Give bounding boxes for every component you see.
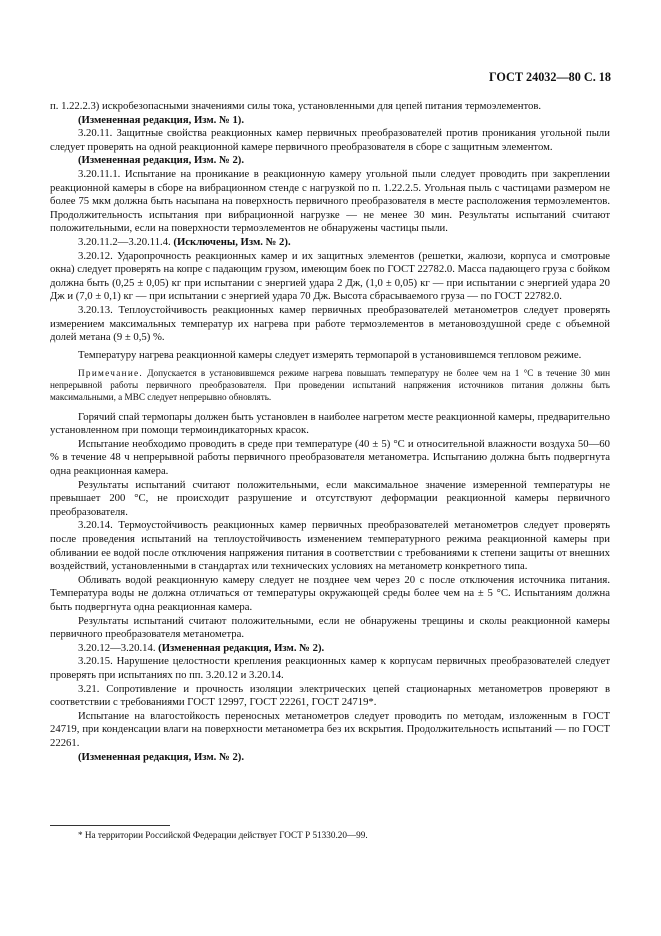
note-text: Допускается в установившемся режиме нагрева повышать температуру не более чем на 1 °С в течение 30 мин непрерывной работы первичного преобразователя. При проведении испытаний напряжения источников питания должны быть максимальными, а МВС следует непрерывно обновлять. — [50, 368, 611, 402]
paragraph-humidity: Испытание на влагостойкость переносных метанометров следует проводить по методам, изложенным в ГОСТ 24719, при конденсации влаги на поверхности метанометра без их вскрытия. Продолжительность испытаний — по ГОСТ 22261. — [50, 709, 610, 749]
amendment-note: (Измененная редакция, Изм. № 2). — [158, 641, 325, 654]
clause-3-20-12-14 — [50, 642, 610, 656]
clause-3-20-12: 3.20.12. Ударопрочность реакционных камер и их защитных элементов (решетки, жалюзи, корпуса и смотровые окна) следует проверять на копре с падающим грузом, имеющим боек по ГОСТ 22782.0. Масса падающего груза с бойком должна быть (0,25 ± 0,05) кг при испытании с энергией удара 2 Дж, (1,0 ± 0,05) кг — при испытании с энергией удара 20 Дж и (7,0 ± 0,1) кг — при испытании с энергией удара 70 Дж. Высота сбрасываемого груза — по ГОСТ 22782.0. — [50, 249, 610, 303]
clause-3-21: 3.21. Сопротивление и прочность изоляции электрических цепей стационарных метанометров проверяют в соответствии с требованиями ГОСТ 12997, ГОСТ 22261, ГОСТ 24719*. — [50, 682, 610, 709]
page-header: ГОСТ 24032—80 С. 18 — [488, 70, 611, 84]
paragraph-test-conditions: Испытание необходимо проводить в среде при температуре (40 ± 5) °С и относительной влажности воздуха 50—60 % в течение 48 ч непрерывной работы первичного преобразователя метанометра. Испытанию должна быть подвергнута одна реакционная камера. — [50, 437, 610, 478]
clause-3-20-15: 3.20.15. Нарушение целостности крепления реакционных камер к корпусам первичных преобразователей следует проверять при испытаниях по пп. 3.20.12 и 3.20.14. — [50, 655, 610, 681]
clause-3-20-11-2-4 — [50, 236, 610, 250]
footnote-divider — [50, 825, 170, 826]
note — [50, 368, 610, 403]
amendment-note: (Измененная редакция, Изм. № 2). — [78, 750, 245, 763]
page-content — [50, 100, 610, 764]
paragraph-water: Обливать водой реакционную камеру следует не позднее чем через 20 с после отключения источника питания. Температура воды не должна отличаться от температуры окружающей среды более чем на ± 5 °С. Испытаниям должна быть подвергнута одна реакционная камера. — [50, 573, 610, 613]
paragraph-results-2: Результаты испытаний считают положительными, если не обнаружены трещины и сколы реакционной камеры первичного преобразователя метанометра. — [50, 614, 610, 641]
paragraph-thermocouple: Горячий спай термопары должен быть установлен в наиболее нагретом месте реакционной камеры, предварительно установленном при помощи термоиндикаторных красок. — [50, 410, 610, 437]
clause-3-20-14: 3.20.14. Термоустойчивость реакционных камер первичных преобразователей метанометров следует проверять после проведения испытаний на теплоустойчивость изменением температурного режима реакционной камеры при обливании ее водой после отключения напряжения питания в соответствии с требованиями к степени защиты от внешних воздействий, установленными в стандартах или технических условиях на метанометр конкретного типа. — [50, 519, 610, 573]
clause-3-20-13: 3.20.13. Теплоустойчивость реакционных камер первичных преобразователей метанометров следует проверять измерением максимальных температур их нагрева при работе термоэлементов в метановоздушной среде с объемной долей метана (9 ± 0,5) %. — [50, 303, 610, 344]
note-label: Примечание. — [78, 368, 144, 379]
amendment-note: (Измененная редакция, Изм. № 2). — [78, 154, 245, 167]
paragraph-results: Результаты испытаний считают положительными, если максимальное значение измеренной температуры не превышает 200 °С, не происходит разрушение и отсутствуют деформации реакционной камеры первичного преобразователя. — [50, 478, 610, 518]
paragraph-temperature: Температуру нагрева реакционной камеры следует измерять термопарой в установившемся тепловом режиме. — [78, 348, 582, 361]
clause-3-20-11: 3.20.11. Защитные свойства реакционных камер первичных преобразователей против проникания угольной пыли следует проверять на одной реакционной камере первичного преобразователя в сборе с защитным элементом. — [50, 127, 610, 153]
clause-number: 3.20.11.2—3.20.11.4. — [78, 235, 171, 248]
footnote: * На территории Российской Федерации действует ГОСТ Р 51330.20—99. — [78, 830, 368, 840]
clause-3-20-11-1: 3.20.11.1. Испытание на проникание в реакционную камеру угольной пыли следует проводить при закреплении реакционной камеры в сборе на вибрационном стенде с нагрузкой по п. 1.22.2.5. Угольная пыль с частицами размером не более 75 мкм должна быть насыпана на поверхность первичного преобразователя в месте расположения термоэлементов. Продолжительность испытания при вибрационной нагрузке — не менее 30 мин. Результаты испытаний считают положительными, если на поверхности термоэлементов не обнаружены частицы пыли. — [50, 167, 610, 235]
paragraph-continuation: п. 1.22.2.3) искробезопасными значениями силы тока, установленными для цепей питания термоэлементов. — [50, 100, 542, 112]
amendment-note: (Измененная редакция, Изм. № 1). — [78, 113, 245, 126]
excluded-note: (Исключены, Изм. № 2). — [173, 235, 291, 248]
clause-number: 3.20.12—3.20.14. — [78, 641, 156, 654]
